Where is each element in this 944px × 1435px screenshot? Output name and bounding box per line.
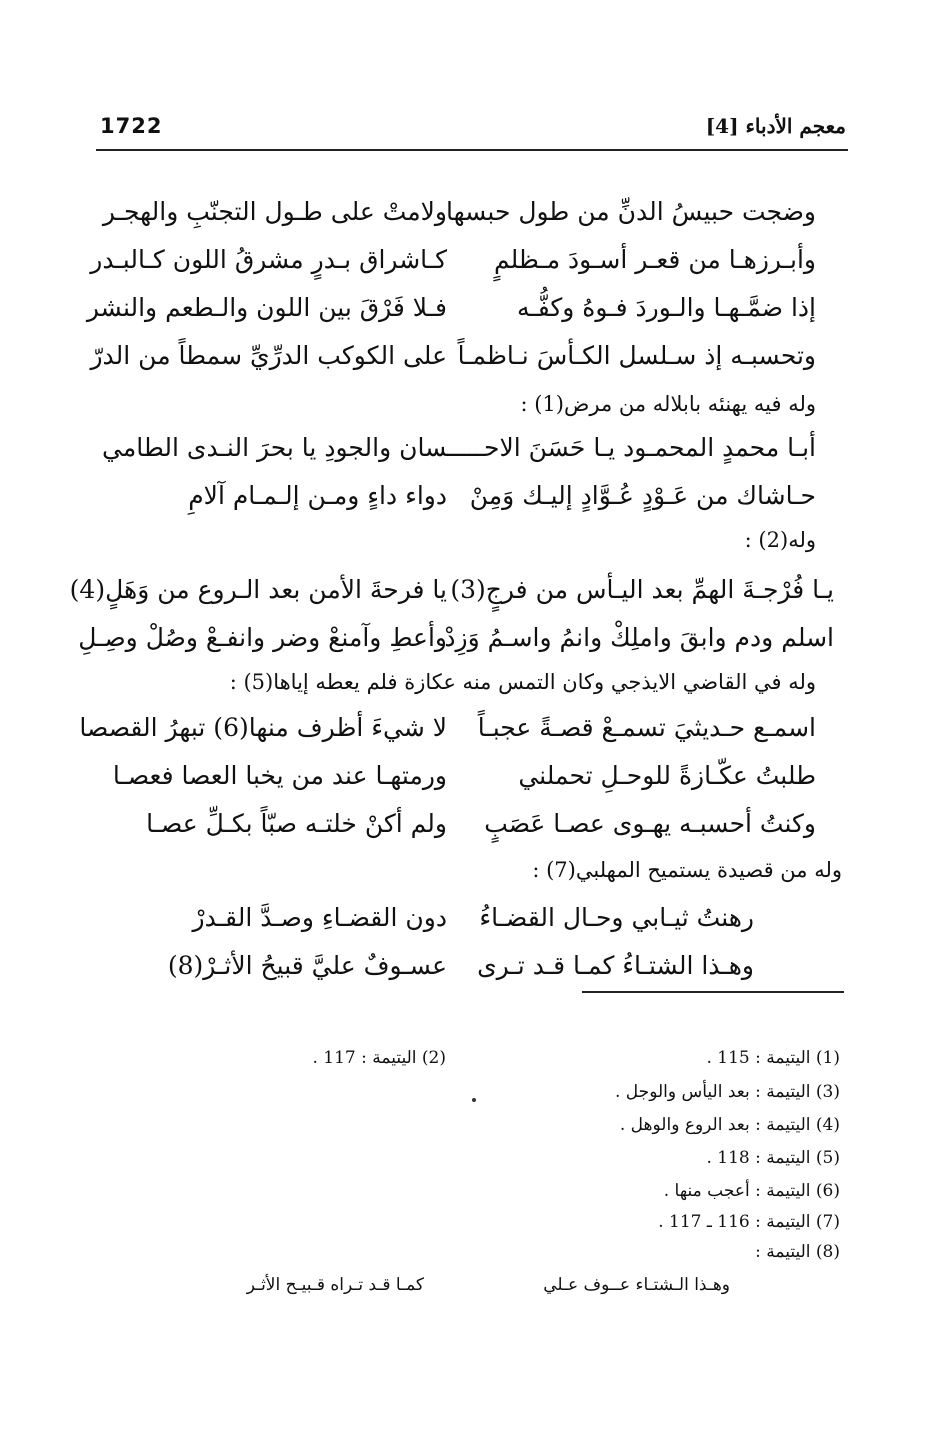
verse-first-hemistich: وضجت حبيسُ الدنِّ من طول حبسها <box>445 197 816 226</box>
footnote: (7) اليتيمة : 116 ـ 117 . <box>658 1212 840 1232</box>
footnote: (1) اليتيمة : 115 . <box>706 1048 840 1068</box>
verse-line <box>0 328 944 384</box>
footnote-verse-second: كمـا قـد تـراه قـبيـح الأثـر <box>246 1275 424 1295</box>
footnote-divider <box>582 991 844 993</box>
verse-first-hemistich: رهنتُ ثيـابي وحـال القضـاءُ <box>479 903 754 932</box>
verse-second-hemistich: ورمتهـا عند من يخبا العصا فعصـا <box>112 761 447 790</box>
verse-second-hemistich: يا فرحةَ الأمن بعد الـروع من وَهَلٍ(4) <box>69 575 447 604</box>
verse-second-hemistich: لا شيءَ أظرف منها(6) تبهرُ القصصا <box>79 713 447 742</box>
verse-first-hemistich: وكنتُ أحسبـه يهـوى عصـا عَصَبٍ <box>484 809 816 838</box>
verse-second-hemistich: كـاشراق بـدرٍ مشرقُ اللون كـالبـدر <box>90 245 447 274</box>
verse-first-hemistich: إذا ضمَّـهـا والـوردَ فـوهُ وكفُّـه <box>517 293 816 322</box>
prose-intro: وله في القاضي الايذجي وكان التمس منه عكازة فلم يعطه إياها(5) : <box>229 670 816 694</box>
prose-intro: وله من قصيدة يستميح المهلبي(7) : <box>532 858 842 882</box>
footnote-mark <box>472 1098 476 1102</box>
page-number: 1722 <box>100 114 163 138</box>
footnote: (5) اليتيمة : 118 . <box>706 1148 840 1168</box>
footnote: (6) اليتيمة : أعجب منها . <box>663 1181 840 1201</box>
verse-second-hemistich: على الكوكب الدرِّيِّ سمطاً من الدرّ <box>90 341 447 370</box>
running-title: معجم الأدباء [4] <box>705 114 846 138</box>
verse-second-hemistich: دون القضـاءِ وصـدَّ القـدرْ <box>192 903 447 932</box>
verse-first-hemistich: حـاشاك من عَـوْدٍ عُـوَّادٍ إليـك وَمِنْ <box>469 481 816 510</box>
verse-first-hemistich: وتحسبـه إذ سـلسل الكـأسَ نـاظمـاً <box>457 341 816 370</box>
verse-line-continuous: أبـا محمدٍ المحمـود يـا حَسَنَ الاحـــــسان والجودِ يا بحرَ النـدى الطامي <box>102 433 816 462</box>
verse-first-hemistich: طلبتُ عكّـازةً للوحـلِ تحملني <box>518 761 816 790</box>
verse-first-hemistich: اسمـع حـديثيَ تسمـعْ قصـةً عجبـاً <box>477 713 816 742</box>
verse-first-hemistich: يـا فُرْجـةَ الهمِّ بعد اليـأس من فرجٍ(3) <box>450 575 834 604</box>
verse-second-hemistich: ولامتْ على طـول التجنّبِ والهجـر <box>102 197 447 226</box>
verse-line <box>0 796 944 852</box>
footnote: (4) اليتيمة : بعد الروع والوهل . <box>619 1115 840 1135</box>
header-divider <box>96 149 848 151</box>
footnote: (2) اليتيمة : 117 . <box>312 1048 446 1068</box>
prose-intro: وله(2) : <box>744 528 816 552</box>
prose-intro: وله فيه يهنئه بابلاله من مرض(1) : <box>520 392 816 416</box>
verse-second-hemistich: ولم أكنْ خلتـه صبّاً بكـلِّ عصـا <box>146 809 447 838</box>
footnote: (8) اليتيمة : <box>755 1242 840 1262</box>
footnote: (3) اليتيمة : بعد اليأس والوجل . <box>615 1082 840 1102</box>
verse-second-hemistich: عسـوفٌ عليَّ قبيحُ الأثـرْ(8) <box>167 951 447 980</box>
verse-first-hemistich: وأبـرزهـا من قعـر أسـودَ مـظلمٍ <box>493 245 816 274</box>
verse-second-hemistich: وأعطِ وآمنعْ وضر وانفـعْ وصُلْ وصِـلِ <box>78 623 447 652</box>
verse-line <box>0 610 944 666</box>
verse-first-hemistich: وهـذا الشتـاءُ كمـا قـد تـرى <box>477 951 754 980</box>
verse-second-hemistich: فـلا فَرْقَ بين اللون والـطعم والنشر <box>86 293 447 322</box>
footnote-verse-first: وهـذا الـشتـاء عــوف عـلي <box>543 1275 730 1295</box>
verse-line <box>0 468 944 524</box>
verse-line <box>0 938 944 994</box>
verse-first-hemistich: اسلم ودم وابقَ واملِكْ وانمُ واسـمُ وَزِدْ <box>444 623 834 652</box>
verse-second-hemistich: دواء داءٍ ومـن إلـمـام آلامِ <box>188 481 447 510</box>
